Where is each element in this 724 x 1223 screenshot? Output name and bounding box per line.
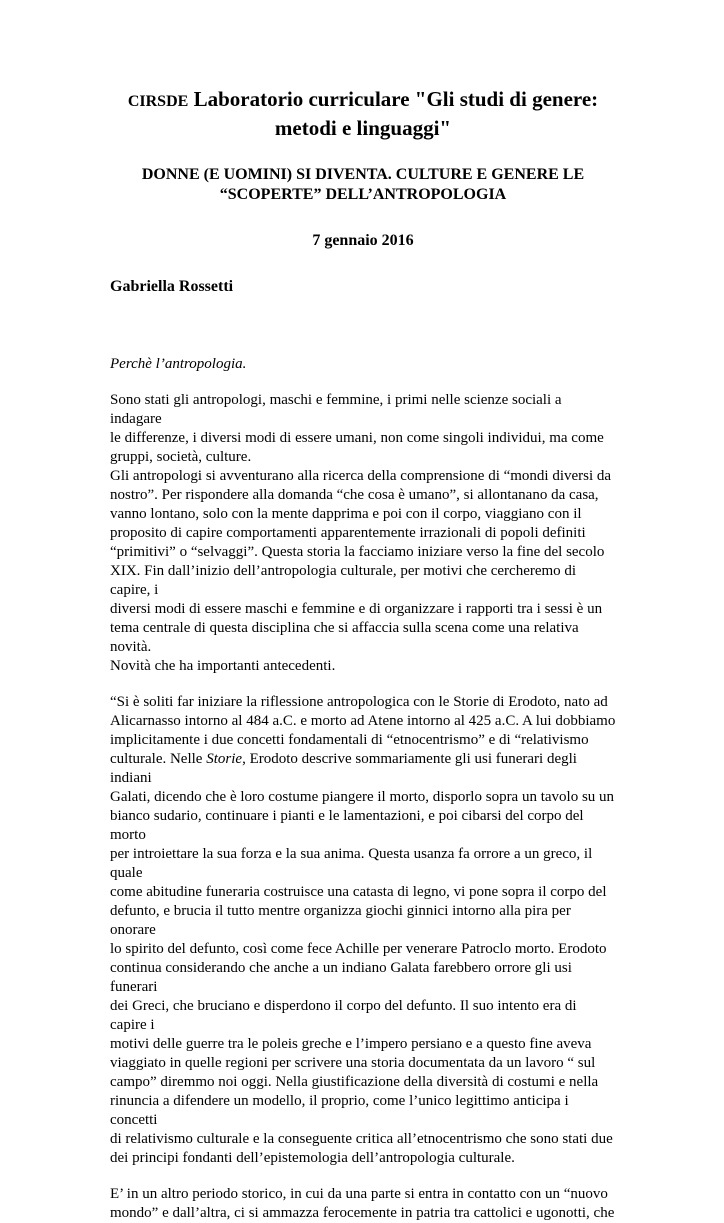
subtitle-line-2: “SCOPERTE” DELL’ANTROPOLOGIA bbox=[219, 186, 507, 203]
text-line: per introiettare la sua forza e la sua anima. Questa usanza fa orrore a un greco, il quale bbox=[110, 846, 593, 881]
text-line: gruppi, società, culture. bbox=[110, 449, 252, 465]
text-line: “primitivi” o “selvaggi”. Questa storia la facciamo iniziare verso la fine del secolo bbox=[110, 544, 605, 560]
subtitle-line-1: DONNE (E UOMINI) SI DIVENTA. CULTURE E GENERE LE bbox=[141, 166, 585, 183]
text-line: Galati, dicendo che è loro costume piangere il morto, disporlo sopra un tavolo su un bbox=[110, 789, 615, 805]
document-page bbox=[110, 86, 616, 1223]
section-heading: Perchè l’antropologia. bbox=[110, 356, 247, 372]
text-line bbox=[110, 751, 577, 786]
title-line-2: metodi e linguaggi" bbox=[274, 116, 452, 140]
text-line: le differenze, i diversi modi di essere umani, non come singoli individui, ma come bbox=[110, 430, 604, 446]
lecture-date: 7 gennaio 2016 bbox=[312, 232, 414, 249]
text-line: motivi delle guerre tra le poleis greche e l’impero persiano e a questo fine aveva bbox=[110, 1036, 592, 1052]
text-line: Novità che ha importanti antecedenti. bbox=[110, 658, 336, 674]
text-line: diversi modi di essere maschi e femmine e di organizzare i rapporti tra i sessi è un bbox=[110, 601, 603, 617]
inline-text: culturale. Nelle bbox=[110, 751, 207, 767]
paragraph-3 bbox=[110, 693, 616, 1168]
text-line: XIX. Fin dall’inizio dell’antropologia culturale, per motivi che cercheremo di capire, i bbox=[110, 563, 577, 598]
text-line: implicitamente i due concetti fondamentali di “etnocentrismo” e di “relativismo bbox=[110, 732, 589, 748]
text-line: lo spirito del defunto, così come fece Achille per venerare Patroclo morto. Erodoto bbox=[110, 941, 607, 957]
text-line: E’ in un altro periodo storico, in cui da una parte si entra in contatto con un “nuovo bbox=[110, 1186, 608, 1202]
org-name: CIRSDE bbox=[127, 93, 189, 110]
text-line: “Si è soliti far iniziare la riflessione antropologica con le Storie di Erodoto, nato ad bbox=[110, 694, 608, 710]
paragraph-4 bbox=[110, 1185, 616, 1223]
inline-text: , Erodoto descrive sommariamente gli usi funerari degli indiani bbox=[110, 751, 577, 786]
title-line-1: Laboratorio curriculare "Gli studi di genere: bbox=[193, 87, 599, 111]
text-line: Gli antropologi si avventurano alla ricerca della comprensione di “mondi diversi da bbox=[110, 468, 612, 484]
text-line: tema centrale di questa disciplina che si affaccia sulla scena come una relativa novità. bbox=[110, 620, 579, 655]
text-line: di relativismo culturale e la conseguente critica all’etnocentrismo che sono stati due bbox=[110, 1131, 613, 1147]
document-title bbox=[110, 86, 616, 141]
paragraph-2 bbox=[110, 467, 616, 676]
text-line: nostro”. Per rispondere alla domanda “che cosa è umano”, si allontanano da casa, bbox=[110, 487, 599, 503]
text-line: continua considerando che anche a un indiano Galata farebbero orrore gli usi funerari bbox=[110, 960, 572, 995]
text-line: Sono stati gli antropologi, maschi e femmine, i primi nelle scienze sociali a indagare bbox=[110, 392, 562, 427]
text-line: rinuncia a difendere un modello, il proprio, come l’unico legittimo anticipa i concetti bbox=[110, 1093, 569, 1128]
text-line: bianco sudario, continuare i pianti e le lamentazioni, e poi cibarsi del corpo del morto bbox=[110, 808, 584, 843]
lecture-subtitle bbox=[110, 165, 616, 205]
text-line: dei Greci, che bruciano e disperdono il corpo del defunto. Il suo intento era di capire i bbox=[110, 998, 577, 1033]
text-line: campo” diremmo noi oggi. Nella giustificazione della diversità di costumi e nella bbox=[110, 1074, 599, 1090]
text-line: mondo” e dall’altra, ci si ammazza ferocemente in patria tra cattolici e ugonotti, che bbox=[110, 1205, 615, 1221]
text-line: Alicarnasso intorno al 484 a.C. e morto ad Atene intorno al 425 a.C. A lui dobbiamo bbox=[110, 713, 616, 729]
text-line: proposito di capire comportamenti apparentemente irrazionali di popoli definiti bbox=[110, 525, 586, 541]
text-line: come abitudine funeraria costruisce una catasta di legno, vi pone sopra il corpo del bbox=[110, 884, 607, 900]
text-line: dei principi fondanti dell’epistemologia dell’antropologia culturale. bbox=[110, 1150, 515, 1166]
italic-book-title: Storie bbox=[206, 751, 243, 767]
author-name: Gabriella Rossetti bbox=[110, 278, 234, 295]
text-line: vanno lontano, solo con la mente dapprima e poi con il corpo, viaggiano con il bbox=[110, 506, 582, 522]
text-line: defunto, e brucia il tutto mentre organizza giochi ginnici intorno alla pira per onorare bbox=[110, 903, 571, 938]
paragraph-1 bbox=[110, 391, 616, 467]
text-line: viaggiato in quelle regioni per scrivere una storia documentata da un lavoro “ sul bbox=[110, 1055, 596, 1071]
